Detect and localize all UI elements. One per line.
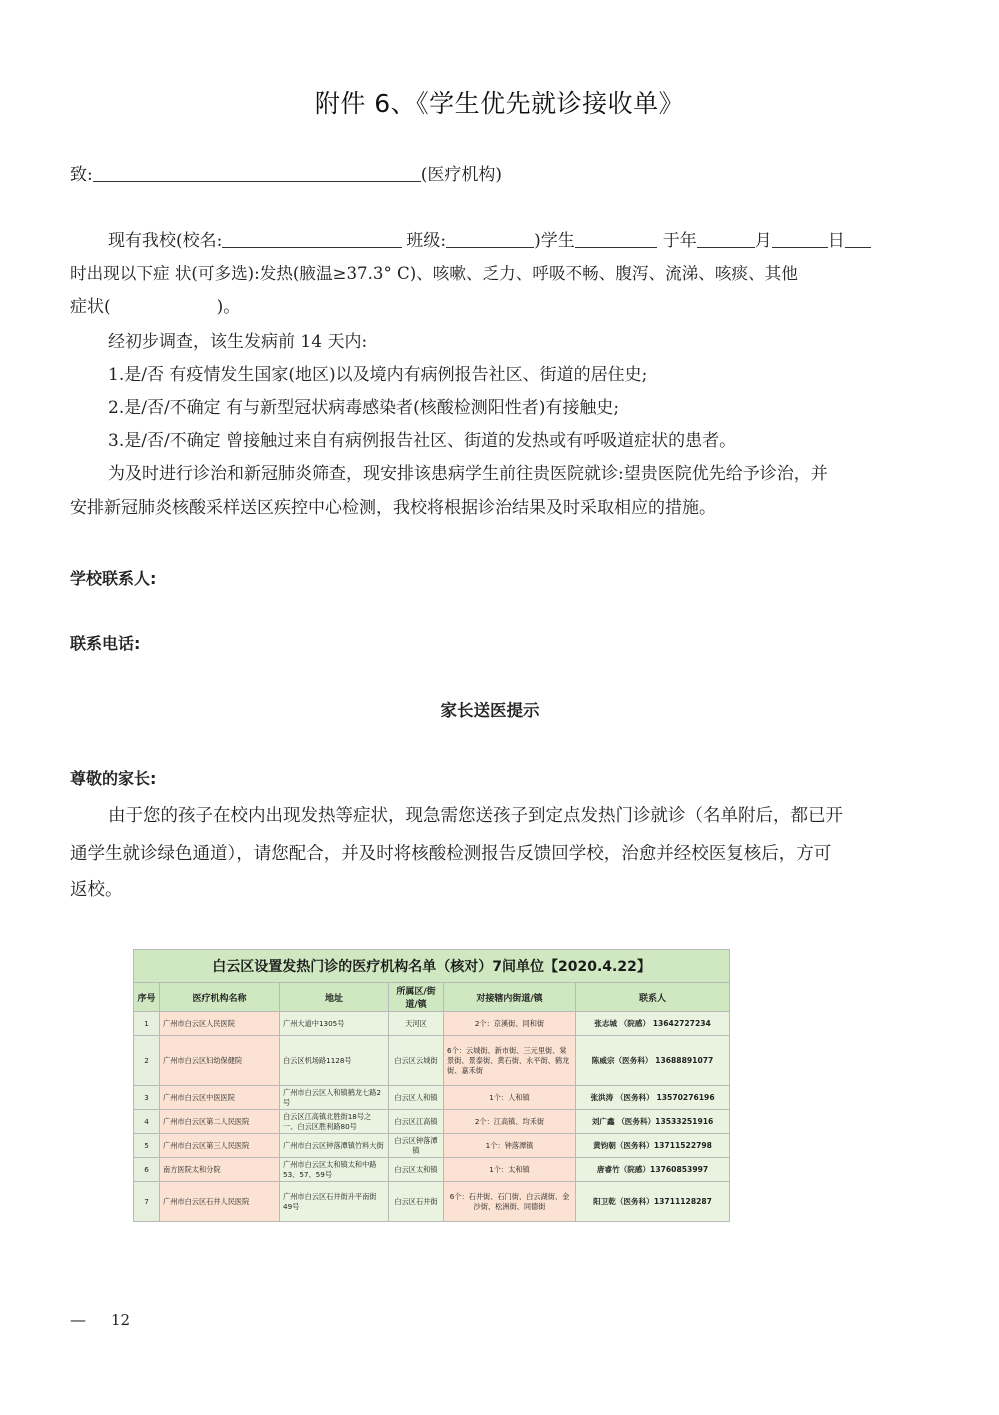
table-cell: 6 — [134, 1158, 160, 1182]
table-row — [134, 1012, 730, 1036]
page-title: 附件 6、《学生优先就诊接收单》 — [314, 89, 685, 118]
table-cell: 3 — [134, 1086, 160, 1110]
other-symptom-label: 症状( — [70, 297, 111, 317]
report-line-2: 时出现以下症 状(可多选):发热(腋温≥37.3° C)、咳嗽、乏力、呼吸不畅、腹泻、流涕、咳痰、其他 — [70, 264, 798, 283]
table-cell: 广州市白云区太和镇太和中路53、57、59号 — [280, 1158, 389, 1182]
request-line-2: 安排新冠肺炎核酸采样送区疾控中心检测，我校将根据诊治结果及时采取相应的措施。 — [70, 498, 716, 518]
page-number: 12 — [111, 1311, 131, 1329]
hour-blank[interactable] — [845, 229, 871, 248]
other-symptom-close: )。 — [216, 297, 241, 317]
header-cell: 序号 — [134, 983, 160, 1012]
table-cell: 广州市白云区人民医院 — [160, 1012, 280, 1036]
table-cell: 5 — [134, 1134, 160, 1158]
survey-question-3: 3.是/否/不确定 曾接触过来自有病例报告社区、街道的发热或有呼吸道症状的患者。 — [108, 431, 737, 451]
notice-line-3: 返校。 — [70, 880, 123, 900]
table-cell: 广州市白云区石井街升平南街49号 — [280, 1182, 389, 1222]
table-cell: 阳卫乾（医务科）13711128287 — [576, 1182, 730, 1222]
notice-heading: 家长送医提示 — [440, 701, 540, 720]
table-cell: 天河区 — [389, 1012, 444, 1036]
class-label: 班级: — [406, 231, 447, 251]
table-cell: 广州市白云区石井人民医院 — [160, 1182, 280, 1222]
report-line-1 — [108, 229, 871, 253]
table-cell: 1个：人和镇 — [444, 1086, 576, 1110]
survey-question-2: 2.是/否/不确定 有与新型冠状病毒感染者(核酸检测阳性者)有接触史; — [108, 398, 620, 418]
table-cell: 白云区石井街 — [389, 1182, 444, 1222]
survey-question-1: 1.是/否 有疫情发生国家(地区)以及境内有病例报告社区、街道的居住史; — [108, 365, 648, 385]
table-row — [134, 1110, 730, 1134]
contact-phone-label: 联系电话: — [70, 634, 141, 653]
table-cell: 1 — [134, 1012, 160, 1036]
footer-dash: — — [70, 1310, 86, 1329]
school-name-label: 现有我校(校名: — [108, 231, 223, 251]
table-row — [134, 1134, 730, 1158]
table-cell: 2 — [134, 1036, 160, 1086]
table-cell: 刘广鑫 （医务科）13533251916 — [576, 1110, 730, 1134]
table-cell: 2个：江高镇、均禾街 — [444, 1110, 576, 1134]
table-cell: 广州市白云区妇幼保健院 — [160, 1036, 280, 1086]
recipient-blank[interactable] — [93, 163, 421, 182]
class-blank[interactable] — [446, 229, 534, 248]
table-cell: 唐睿竹（院感）13760853997 — [576, 1158, 730, 1182]
table-cell: 广州市白云区第三人民医院 — [160, 1134, 280, 1158]
table-cell: 广州市白云区中医医院 — [160, 1086, 280, 1110]
month-blank[interactable] — [697, 229, 755, 248]
table-cell: 广州大道中1305号 — [280, 1012, 389, 1036]
day-blank[interactable] — [772, 229, 828, 248]
table-cell: 广州市白云区人和镇鹤龙七路2号 — [280, 1086, 389, 1110]
contact-person-label: 学校联系人: — [70, 569, 157, 588]
school-name-blank[interactable] — [222, 229, 402, 248]
request-line-1: 为及时进行诊治和新冠肺炎筛查，现安排该患病学生前往贵医院就诊:望贵医院优先给予诊治，并 — [108, 464, 828, 484]
notice-greeting: 尊敬的家长: — [70, 769, 157, 788]
header-cell: 医疗机构名称 — [160, 983, 280, 1012]
table-cell: 2个：京溪街、同和街 — [444, 1012, 576, 1036]
table-cell: 白云区云城街 — [389, 1036, 444, 1086]
header-cell: 地址 — [280, 983, 389, 1012]
recipient-prefix: 致: — [70, 165, 93, 185]
table-cell: 白云区江高镇北胜街18号之一、白云区胜利路80号 — [280, 1110, 389, 1134]
table-row — [134, 1086, 730, 1110]
table-cell: 1个：太和镇 — [444, 1158, 576, 1182]
hospital-table — [133, 949, 730, 1222]
survey-intro: 经初步调查，该生发病前 14 天内: — [108, 332, 368, 352]
table-cell: 白云区机场路1128号 — [280, 1036, 389, 1086]
table-cell: 白云区太和镇 — [389, 1158, 444, 1182]
report-line-3 — [70, 295, 240, 319]
recipient-suffix: (医疗机构) — [420, 165, 502, 185]
notice-line-1: 由于您的孩子在校内出现发热等症状，现急需您送孩子到定点发热门诊就诊（名单附后，都已开 — [108, 806, 843, 826]
table-cell: 张洪涛 （医务科） 13570276196 — [576, 1086, 730, 1110]
table-cell: 广州市白云区钟落潭镇竹料大街 — [280, 1134, 389, 1158]
year-label: 于年 — [662, 231, 697, 251]
table-header-row — [134, 983, 730, 1012]
table-cell: 4 — [134, 1110, 160, 1134]
table-row — [134, 1182, 730, 1222]
table-cell: 黄钧朝（医务科）13711522798 — [576, 1134, 730, 1158]
student-blank[interactable] — [575, 229, 657, 248]
table-cell: 7 — [134, 1182, 160, 1222]
table-cell: 白云区江高镇 — [389, 1110, 444, 1134]
student-label: )学生 — [534, 231, 575, 251]
table-cell: 白云区人和镇 — [389, 1086, 444, 1110]
table-row — [134, 1036, 730, 1086]
table-cell: 6个：云城街、新市街、三元里街、棠景街、景泰街、黄石街、永平街、鹤龙街、嘉禾街 — [444, 1036, 576, 1086]
header-cell: 联系人 — [576, 983, 730, 1012]
month-label: 月 — [754, 231, 772, 251]
table-cell: 广州市白云区第二人民医院 — [160, 1110, 280, 1134]
table-cell: 张志城 （院感） 13642727234 — [576, 1012, 730, 1036]
notice-line-2: 通学生就诊绿色通道），请您配合，并及时将核酸检测报告反馈回学校，治愈并经校医复核后，方可 — [70, 844, 832, 864]
table-cell: 陈威宗（医务科） 13688891077 — [576, 1036, 730, 1086]
table-cell: 1个：钟落潭镇 — [444, 1134, 576, 1158]
table-cell: 南方医院太和分院 — [160, 1158, 280, 1182]
table-row — [134, 1158, 730, 1182]
recipient-line — [70, 163, 502, 187]
header-cell: 对接辖内街道/镇 — [444, 983, 576, 1012]
table-cell: 6个：石井街、石门街、白云湖街、金沙街、松洲街、同德街 — [444, 1182, 576, 1222]
table-caption: 白云区设置发热门诊的医疗机构名单（核对）7间单位【2020.4.22】 — [134, 950, 730, 983]
day-label: 日 — [827, 231, 845, 251]
table-cell: 白云区钟落潭镇 — [389, 1134, 444, 1158]
header-cell: 所属区/街道/镇 — [389, 983, 444, 1012]
